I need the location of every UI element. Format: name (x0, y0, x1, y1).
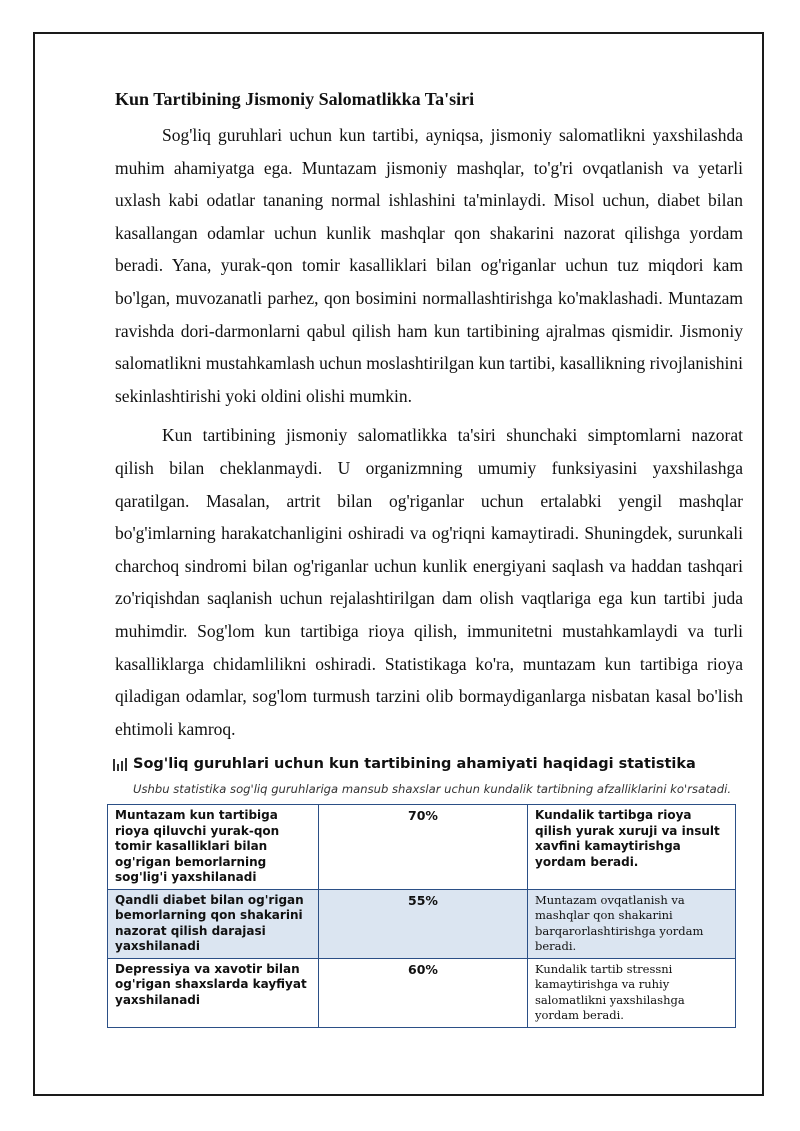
paragraph-1: Sog'liq guruhlari uchun kun tartibi, ayniqsa, jismoniy salomatlikni yaxshilashda muhim ahamiyatga ega. Muntazam jismoniy mashqlar, to'g'ri ovqatlanish va yetarli uxlash kabi odatlar tananing normal ishlashini ta'minlaydi. Misol uchun, diabet bilan kasallangan odamlar uchun kunlik mashqlar qon shakarini nazorat qilishga yordam beradi. Yana, yurak-qon tomir kasalliklari bilan og'riganlar uchun tuz miqdori kam bo'lgan, muvozanatli parhez, qon bosimini normallashtirishga ko'maklashadi. Muntazam ravishda dori-darmonlarni qabul qilish ham kun tartibining ajralmas qismidir. Jismoniy salomatlikni mustahkamlash uchun moslashtirilgan kun tartibi, kasallikning rivojlanishini sekinlashtirishi yoki oldini olishi mumkin. (115, 125, 743, 406)
row-note: Kundalik tartib stressni kamaytirishga va ruhiy salomatlikni yaxshilashga yordam beradi. (528, 958, 736, 1027)
bar-chart-icon (113, 757, 127, 771)
row-note: Muntazam ovqatlanish va mashqlar qon shakarini barqarorlashtirishga yordam beradi. (528, 889, 736, 958)
row-description: Qandli diabet bilan og'rigan bemorlarning qon shakarini nazorat qilish darajasi yaxshilanadi (108, 889, 319, 958)
row-note: Kundalik tartibga rioya qilish yurak xuruji va insult xavfini kamaytirishga yordam beradi. (528, 805, 736, 890)
row-value: 55% (319, 889, 528, 958)
statistics-caption: Ushbu statistika sog'liq guruhlariga mansub shaxslar uchun kundalik tartibning afzalliklarini ko'rsatadi. (133, 782, 732, 797)
document-body (115, 86, 743, 1028)
statistics-table (107, 804, 736, 1028)
statistics-title-text: Sog'liq guruhlari uchun kun tartibining ahamiyati haqidagi statistika (133, 756, 696, 773)
row-value: 70% (319, 805, 528, 890)
section-heading: Kun Tartibining Jismoniy Salomatlikka Ta'siri (115, 89, 475, 109)
table-row (108, 889, 736, 958)
statistics-title (113, 754, 743, 774)
table-row (108, 805, 736, 890)
row-description: Muntazam kun tartibiga rioya qiluvchi yurak-qon tomir kasalliklari bilan og'rigan bemorlarning sog'lig'i yaxshilanadi (108, 805, 319, 890)
table-row (108, 958, 736, 1027)
row-value: 60% (319, 958, 528, 1027)
paragraph-2: Kun tartibining jismoniy salomatlikka ta'siri shunchaki simptomlarni nazorat qilish bilan cheklanmaydi. U organizmning umumiy funksiyasini yaxshilashga qaratilgan. Masalan, artrit bilan og'riganlar uchun ertalabki yengil mashqlar bo'g'imlarning harakatchanligini oshiradi va og'riqni kamaytiradi. Shuningdek, surunkali charchoq sindromi bilan og'riganlar uchun kunlik energiyani saqlash va haddan tashqari zo'riqishdan saqlanish uchun rejalashtirilgan dam olish vaqtlariga ega kun tartibi juda muhimdir. Sog'lom kun tartibiga rioya qilish, immunitetni mustahkamlaydi va turli kasalliklarga chidamlilikni oshiradi. Statistikaga ko'ra, muntazam kun tartibiga rioya qiladigan odamlar, sog'lom turmush tarzini olib bormaydiganlarga nisbatan kasal bo'lish ehtimoli kamroq. (115, 425, 743, 739)
row-description: Depressiya va xavotir bilan og'rigan shaxslarda kayfiyat yaxshilanadi (108, 958, 319, 1027)
